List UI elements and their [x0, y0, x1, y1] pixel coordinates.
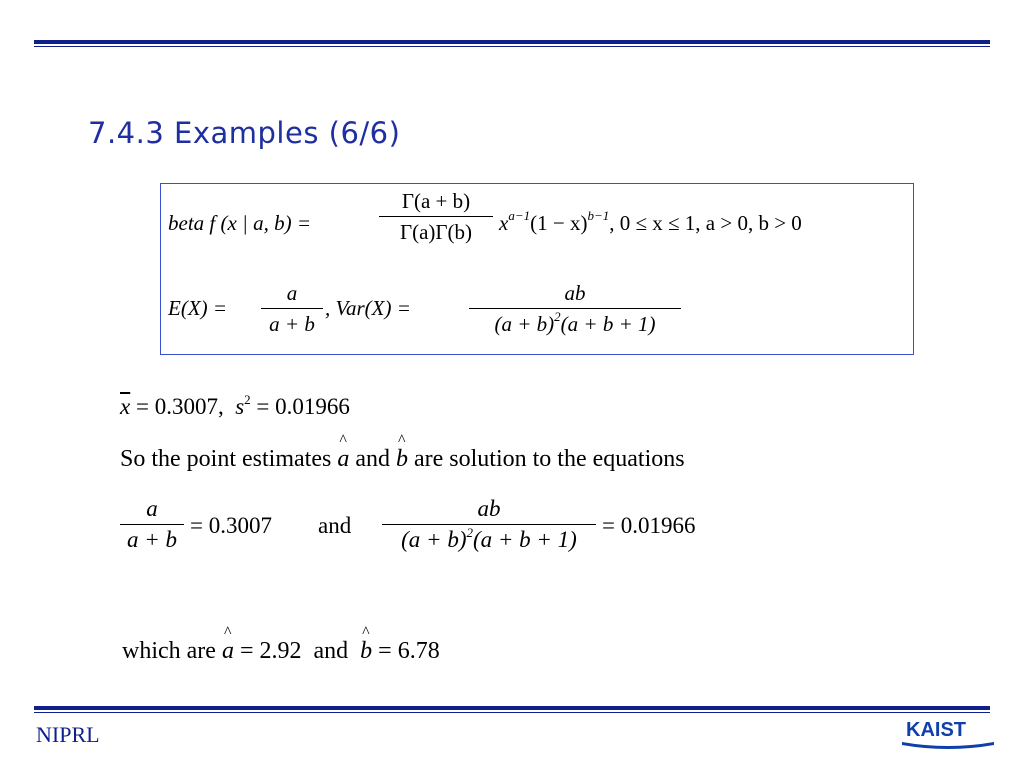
beta-pdf-lhs: beta f (x | a, b) =	[168, 211, 311, 235]
b-hat-result: ^ b	[360, 638, 372, 665]
b-hat: ^ b	[396, 446, 408, 473]
top-rule	[34, 40, 990, 47]
gamma-numerator: Γ(a + b)	[401, 189, 471, 213]
estimates-result: which are ^ a = 2.92 and ^ b = 6.78	[122, 638, 440, 665]
beta-conditions: , 0 ≤ x ≤ 1, a > 0, b > 0	[609, 211, 802, 235]
equation2-fraction: ab $(a + b)^2(a + b + 1)$	[382, 496, 596, 556]
equation1-fraction: a a + b	[120, 496, 184, 553]
beta-gamma-fraction	[379, 188, 493, 245]
expectation-lhs: E(X) =	[168, 296, 228, 320]
gamma-denominator: Γ(a)Γ(b)	[399, 220, 473, 244]
expectation-denominator: a + b	[269, 312, 315, 336]
sample-statistics: $\overline{x} = 0.3007$, $s^2 = 0.01966$	[120, 392, 350, 419]
a-hat-result: ^ a	[222, 638, 234, 665]
equation2-rhs: = 0.01966	[602, 513, 696, 538]
kaist-logo	[898, 714, 998, 750]
s-symbol: s	[235, 394, 245, 419]
equation1-rhs: = 0.3007	[190, 513, 272, 538]
variance-lhs: , Var(X) =	[325, 296, 411, 320]
slide-title: 7.4.3 Examples (6/6)	[88, 116, 401, 150]
expectation-fraction	[261, 280, 323, 337]
footer-niprl: NIPRL	[36, 722, 100, 747]
point-estimates-sentence: So the point estimates ^ a and ^ b are solution to the equations	[120, 446, 685, 473]
a-hat: ^ a	[337, 446, 349, 473]
variance-fraction	[469, 280, 681, 340]
xbar-symbol: $\overline{x}$	[120, 394, 131, 419]
kaist-logo-text: KAIST	[906, 719, 966, 741]
and-word: and	[318, 513, 352, 538]
formula-box	[160, 183, 914, 355]
bottom-rule	[34, 706, 990, 713]
expectation-numerator: a	[286, 281, 298, 305]
variance-denominator: $(a + b)^2(a + b + 1)$	[494, 309, 656, 336]
variance-numerator: ab	[564, 281, 586, 305]
beta-kernel: $x^{a-1}(1 - x)^{b-1}$, 0 ≤ x ≤ 1, a > 0, b > 0	[499, 208, 802, 235]
